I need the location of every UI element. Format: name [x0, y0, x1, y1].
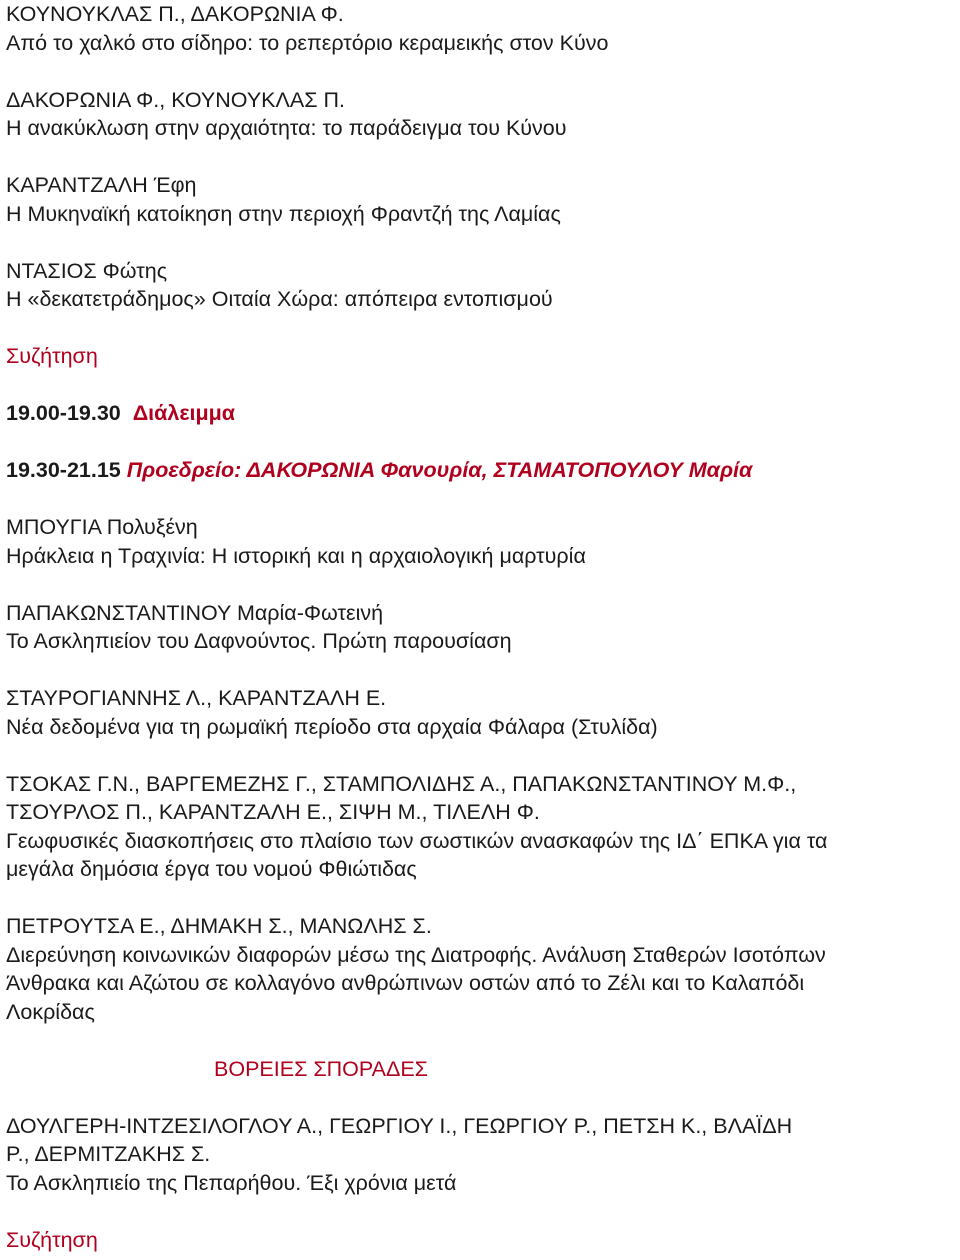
paper-authors: ΠΕΤΡΟΥΤΣΑ Ε., ΔΗΜΑΚΗ Σ., ΜΑΝΩΛΗΣ Σ.	[6, 914, 432, 938]
paper-entry	[6, 0, 958, 57]
paper-entry	[6, 513, 958, 570]
paper-title: Γεωφυσικές διασκοπήσεις στο πλαίσιο των σωστικών ανασκαφών της ΙΔ΄ ΕΠΚΑ για τα	[6, 828, 828, 853]
paper-entry	[6, 599, 958, 656]
section-heading: ΒΟΡΕΙΕΣ ΣΠΟΡΑΔΕΣ	[214, 1056, 428, 1081]
paper-authors: ΔΟΥΛΓΕΡΗ-ΙΝΤΖΕΣΙΛΟΓΛΟΥ Α., ΓΕΩΡΓΙΟΥ Ι., ΓΕΩΡΓΙΟΥ Ρ., ΠΕΤΣΗ Κ., ΒΛΑΪΔΗ	[6, 1113, 793, 1138]
paper-authors: ΠΑΠΑΚΩΝΣΤΑΝΤΙΝΟΥ Μαρία-Φωτεινή	[6, 600, 384, 625]
session-chairs: Προεδρείο: ΔΑΚΟΡΩΝΙΑ Φανουρία, ΣΤΑΜΑΤΟΠΟΥΛΟΥ Μαρία	[126, 458, 753, 482]
paper-entry	[6, 1112, 958, 1198]
paper-title: Λοκρίδας	[6, 999, 95, 1024]
paper-authors: ΤΣΟΚΑΣ Γ.Ν., ΒΑΡΓΕΜΕΖΗΣ Γ., ΣΤΑΜΠΟΛΙΔΗΣ Α., ΠΑΠΑΚΩΝΣΤΑΝΤΙΝΟΥ Μ.Φ.,	[6, 771, 797, 796]
paper-authors: ΚΑΡΑΝΤΖΑΛΗ Έφη	[6, 173, 197, 197]
break-time: 19.00-19.30	[6, 401, 121, 425]
paper-entry	[6, 684, 958, 741]
paper-authors: ΔΑΚΟΡΩΝΙΑ Φ., ΚΟΥΝΟΥΚΛΑΣ Π.	[6, 87, 345, 112]
paper-title: Η «δεκατετράδημος» Οιταία Χώρα: απόπειρα εντοπισμού	[6, 287, 553, 311]
paper-title: Η Μυκηναϊκή κατοίκηση στην περιοχή Φραντζή της Λαμίας	[6, 201, 561, 226]
paper-title: Η ανακύκλωση στην αρχαιότητα: το παράδειγμα του Κύνου	[6, 116, 567, 140]
paper-authors: ΤΣΟΥΡΛΟΣ Π., ΚΑΡΑΝΤΖΑΛΗ Ε., ΣΙΨΗ Μ., ΤΙΛΕΛΗ Φ.	[6, 800, 540, 824]
paper-title: Ηράκλεια η Τραχινία: Η ιστορική και η αρχαιολογική μαρτυρία	[6, 543, 586, 568]
program-page	[6, 0, 958, 1254]
paper-entry	[6, 171, 958, 228]
paper-entry	[6, 257, 958, 314]
session-time: 19.30-21.15	[6, 458, 121, 482]
paper-title: Από το χαλκό στο σίδηρο: το ρεπερτόριο κεραμεικής στον Κύνο	[6, 30, 609, 55]
paper-authors: ΝΤΑΣΙΟΣ Φώτης	[6, 258, 168, 283]
discussion-label: Συζήτηση	[6, 1227, 98, 1252]
paper-entry	[6, 770, 958, 884]
break-row	[6, 399, 958, 428]
paper-title: Διερεύνηση κοινωνικών διαφορών μέσω της Διατροφής. Ανάλυση Σταθερών Ισοτόπων	[6, 942, 826, 967]
discussion-label: Συζήτηση	[6, 344, 98, 368]
paper-title: Νέα δεδομένα για τη ρωμαϊκή περίοδο στα αρχαία Φάλαρα (Στυλίδα)	[6, 714, 658, 739]
paper-authors: ΣΤΑΥΡΟΓΙΑΝΝΗΣ Λ., ΚΑΡΑΝΤΖΑΛΗ Ε.	[6, 686, 387, 710]
paper-title: Το Ασκληπιείον του Δαφνούντος. Πρώτη παρουσίαση	[6, 629, 512, 653]
paper-authors: ΜΠΟΥΓΙΑ Πολυξένη	[6, 515, 198, 539]
paper-title: Το Ασκληπιείο της Πεπαρήθου. Έξι χρόνια μετά	[6, 1170, 457, 1195]
paper-authors: Ρ., ΔΕΡΜΙΤΖΑΚΗΣ Σ.	[6, 1142, 211, 1166]
paper-entry	[6, 912, 958, 1026]
paper-entry	[6, 86, 958, 143]
paper-title: Άνθρακα και Αζώτου σε κολλαγόνο ανθρώπινων οστών από το Ζέλι και το Καλαπόδι	[6, 971, 805, 995]
paper-title: μεγάλα δημόσια έργα του νομού Φθιώτιδας	[6, 857, 417, 881]
paper-authors: ΚΟΥΝΟΥΚΛΑΣ Π., ΔΑΚΟΡΩΝΙΑ Φ.	[6, 2, 344, 26]
session-header	[6, 456, 958, 485]
break-label: Διάλειμμα	[132, 401, 236, 425]
